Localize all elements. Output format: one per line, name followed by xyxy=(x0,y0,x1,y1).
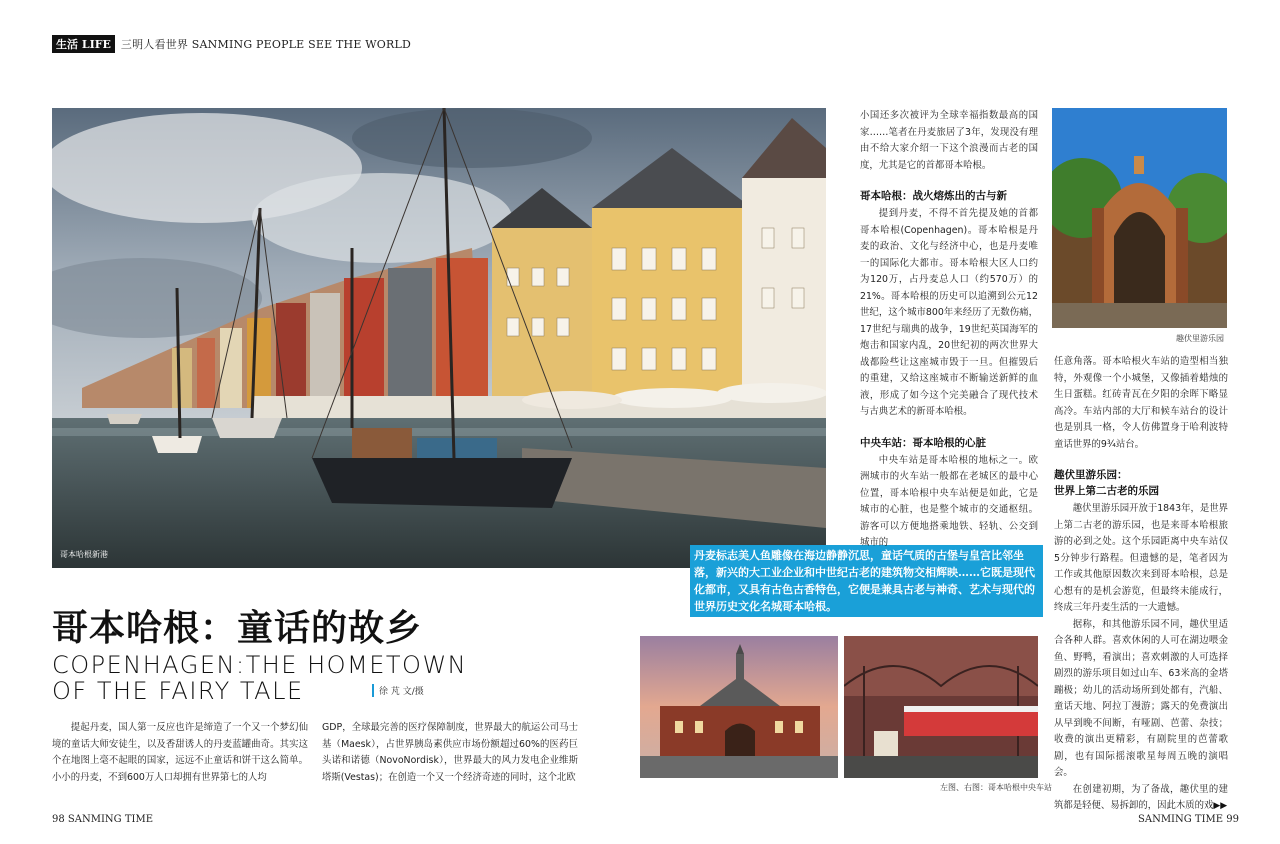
title-en-line2: OF THE FAIRY TALE xyxy=(52,677,304,705)
subheading: 哥本哈根：战火熔炼出的古与新 xyxy=(860,190,1007,202)
magazine-header xyxy=(52,36,411,52)
paragraph: 小国还多次被评为全球幸福指数最高的国家……笔者在丹麦旅居了3年，发现没有理由不给大家介绍一下这个浪漫而古老的国度，尤其是它的首都哥本哈根。 xyxy=(860,110,1038,171)
paragraph: 任意角落。哥本哈根火车站的造型相当独特，外观像一个小城堡，又像插着蜡烛的生日蛋糕。红砖青瓦在夕阳的余晖下略显高冷。车站内部的大厅和候车站台的设计也是别具一格，令人仿佛置身于哈利波特童话世界的9¾站台。 xyxy=(1054,356,1228,450)
paragraph xyxy=(1054,782,1228,815)
article-title-zh: 哥本哈根：童话的故乡 xyxy=(52,607,423,649)
page-number-right: SANMING TIME 99 xyxy=(1138,814,1239,825)
central-station-exterior-photo xyxy=(640,636,838,778)
text-column-1 xyxy=(52,720,308,786)
continue-arrow-icon: ▶▶ xyxy=(1213,801,1228,811)
pull-quote: 丹麦标志美人鱼雕像在海边静静沉思，童话气质的古堡与皇宫比邻坐落，新兴的大工业企业和中世纪古老的建筑物交相辉映……它既是现代化都市，又具有古色古香特色，它便是兼具古老与神奇、艺术与现代的世界历史文化名城哥本哈根。 xyxy=(690,545,1043,617)
paragraph-text: 在创建初期，为了备战，趣伏里的建筑都是轻便、易拆卸的，因此木质的戏 xyxy=(1054,783,1228,811)
author-byline: 徐 芃 文/摄 xyxy=(372,684,424,697)
nyhavn-photo xyxy=(52,108,826,568)
page-number-left: 98 SANMING TIME xyxy=(52,814,153,825)
paragraph: 据称，和其他游乐园不同，趣伏里适合各种人群。喜欢休闲的人可在湖边喂金鱼、野鸭，看演出；喜欢刺激的人可选择剧烈的游乐项目如过山车、63米高的金塔蹦极；幼儿的活动场所到处都有，汽船、童话天地、阿拉丁漫游；露天的免费演出从早到晚不间断，有哑剧、芭蕾、杂技；收费的演出更精彩，有剧院里的芭蕾歌剧，也有国际摇滚歌星每周五晚的演唱会。 xyxy=(1054,618,1228,778)
paragraph: 趣伏里游乐园开放于1843年，是世界上第二古老的游乐园，也是来哥本哈根旅游的必到之处。这个乐园距离中央车站仅5分钟步行路程。但遗憾的是，笔者因为工作或其他原因数次来到哥本哈根，总是心想有的是机会游览，但最终未能成行，终成三年丹麦生活的一大遗憾。 xyxy=(1054,503,1228,613)
section-tag: 生活 LIFE xyxy=(52,35,115,53)
title-en-line1: COPENHAGEN:THE HOMETOWN xyxy=(52,651,468,679)
paragraph: GDP，全球最完善的医疗保障制度，世界最大的航运公司马士基（Maesk），占世界胰岛素供应市场份额超过60%的医药巨头诺和诺德（NovoNordisk），世界最大的风力发电企业维斯塔斯(Vestas)；在创造一个又一个经济奇迹的同时，这个北欧 xyxy=(322,722,578,783)
tivoli-photo xyxy=(1052,108,1227,328)
section-subtitle: 三明人看世界 SANMING PEOPLE SEE THE WORLD xyxy=(120,38,411,51)
main-photo-caption: 哥本哈根新港 xyxy=(60,550,108,559)
subheading: 中央车站：哥本哈根的心脏 xyxy=(860,436,986,449)
text-column-3 xyxy=(860,108,1038,552)
station-caption: 左图、右图：哥本哈根中央车站 xyxy=(940,783,1052,792)
text-column-2 xyxy=(322,720,578,786)
paragraph: 提起丹麦，国人第一反应也许是缔造了一个又一个梦幻仙境的童话大师安徒生，以及香甜诱人的丹麦蓝罐曲奇。其实这个在地图上毫不起眼的国家，远远不止童话和饼干这么简单。小小的丹麦，不到600万人口却拥有世界第七的人均 xyxy=(52,722,308,783)
tivoli-caption: 趣伏里游乐园 xyxy=(1176,334,1224,343)
subheading: 趣伏里游乐园： xyxy=(1054,469,1128,481)
text-column-4 xyxy=(1054,354,1228,815)
subheading: 世界上第二古老的乐园 xyxy=(1054,485,1159,497)
paragraph: 提到丹麦，不得不首先提及她的首都哥本哈根(Copenhagen)。哥本哈根是丹麦的政治、文化与经济中心，也是丹麦唯一的国际化大都市。哥本哈根大区人口约为120万，占丹麦总人口（约570万）的21%。哥本哈根的历史可以追溯到公元12世纪，这个城市800年来经历了无数伤痛，17世纪与瑞典的战争，19世纪英国海军的炮击和国家内乱，20世纪初的两次世界大战都险些让这座城市毁于一旦。但摧毁后的重建，又给这座城市不断输送新鲜的血液，形成了如今这个完美融合了现代技术与古典艺术的新哥本哈根。 xyxy=(860,208,1038,417)
central-station-interior-photo xyxy=(844,636,1038,778)
paragraph: 中央车站是哥本哈根的地标之一。欧洲城市的火车站一般都在老城区的最中心位置，哥本哈根中央车站便是如此，它是城市的心脏，也是整个城市的交通枢纽。游客可以方便地搭乘地铁、轻轨、公交到城市的 xyxy=(860,454,1038,548)
